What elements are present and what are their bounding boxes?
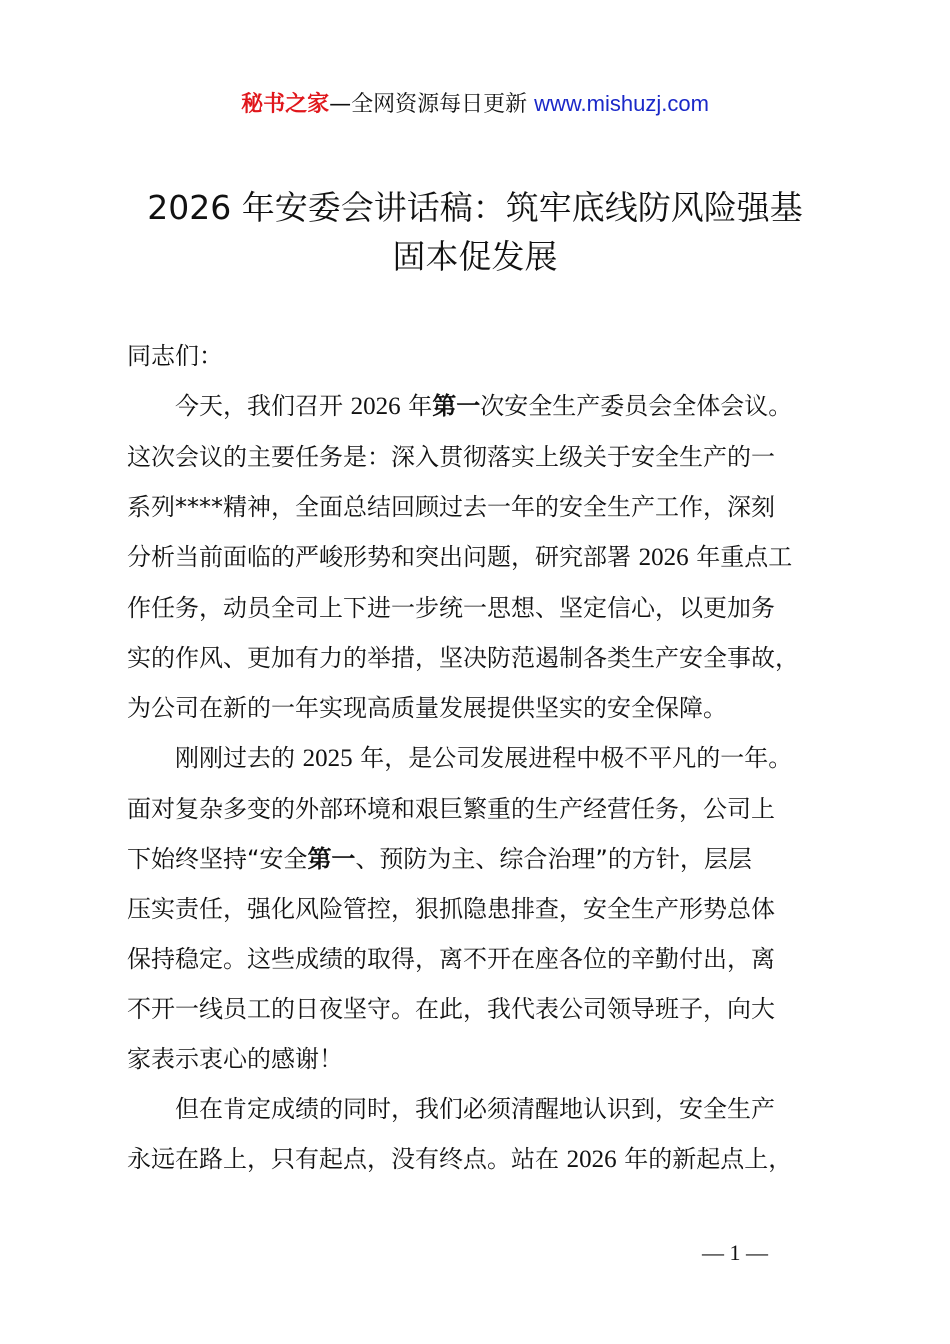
paragraph-2-line: 保持稳定。这些成绩的取得，离不开在座各位的辛勤付出，离 bbox=[127, 945, 775, 973]
paragraph-1-line: 实的作风、更加有力的举措，坚决防范遏制各类生产安全事故， bbox=[127, 644, 799, 672]
paragraph-1-line: 今天，我们召开 2026 年第一次安全生产委员会全体会议。 bbox=[175, 392, 793, 420]
banner-brand: 秘书之家 bbox=[241, 92, 330, 117]
page-number: — 1 — bbox=[702, 1240, 768, 1265]
paragraph-3-line: 但在肯定成绩的同时，我们必须清醒地认识到，安全生产 bbox=[175, 1095, 775, 1123]
document-title bbox=[100, 183, 850, 281]
paragraph-2-line: 家表示衷心的感谢！ bbox=[127, 1045, 343, 1073]
banner-url-link[interactable]: www.mishuzj.com bbox=[534, 91, 709, 116]
paragraph-1-line: 这次会议的主要任务是：深入贯彻落实上级关于安全生产的一 bbox=[127, 443, 775, 471]
paragraph-2-line: 压实责任，强化风险管控，狠抓隐患排查，安全生产形势总体 bbox=[127, 895, 775, 923]
paragraph-1-line: 作任务，动员全司上下进一步统一思想、坚定信心，以更加务 bbox=[127, 594, 775, 622]
greeting: 同志们： bbox=[127, 342, 223, 370]
paragraph-2-line: 不开一线员工的日夜坚守。在此，我代表公司领导班子，向大 bbox=[127, 995, 775, 1023]
document-title-line-1: 2026 年安委会讲话稿：筑牢底线防风险强基 bbox=[147, 188, 803, 227]
paragraph-1-line: 为公司在新的一年实现高质量发展提供坚实的安全保障。 bbox=[127, 694, 727, 722]
document-title-line-2: 固本促发展 bbox=[392, 237, 558, 276]
paragraph-2-line: 面对复杂多变的外部环境和艰巨繁重的生产经营任务，公司上 bbox=[127, 795, 775, 823]
paragraph-3-line: 永远在路上，只有起点，没有终点。站在 2026 年的新起点上， bbox=[127, 1145, 793, 1173]
site-banner bbox=[0, 88, 950, 121]
paragraph-1-line: 分析当前面临的严峻形势和突出问题，研究部署 2026 年重点工 bbox=[127, 543, 793, 571]
document-body bbox=[127, 331, 833, 1185]
paragraph-2-line: 下始终坚持“安全第一、预防为主、综合治理”的方针，层层 bbox=[127, 845, 752, 873]
banner-tagline: —全网资源每日更新 bbox=[329, 92, 535, 117]
paragraph-1-line: 系列****精神，全面总结回顾过去一年的安全生产工作，深刻 bbox=[127, 493, 775, 521]
paragraph-2-line: 刚刚过去的 2025 年，是公司发展进程中极不平凡的一年。 bbox=[175, 744, 793, 772]
